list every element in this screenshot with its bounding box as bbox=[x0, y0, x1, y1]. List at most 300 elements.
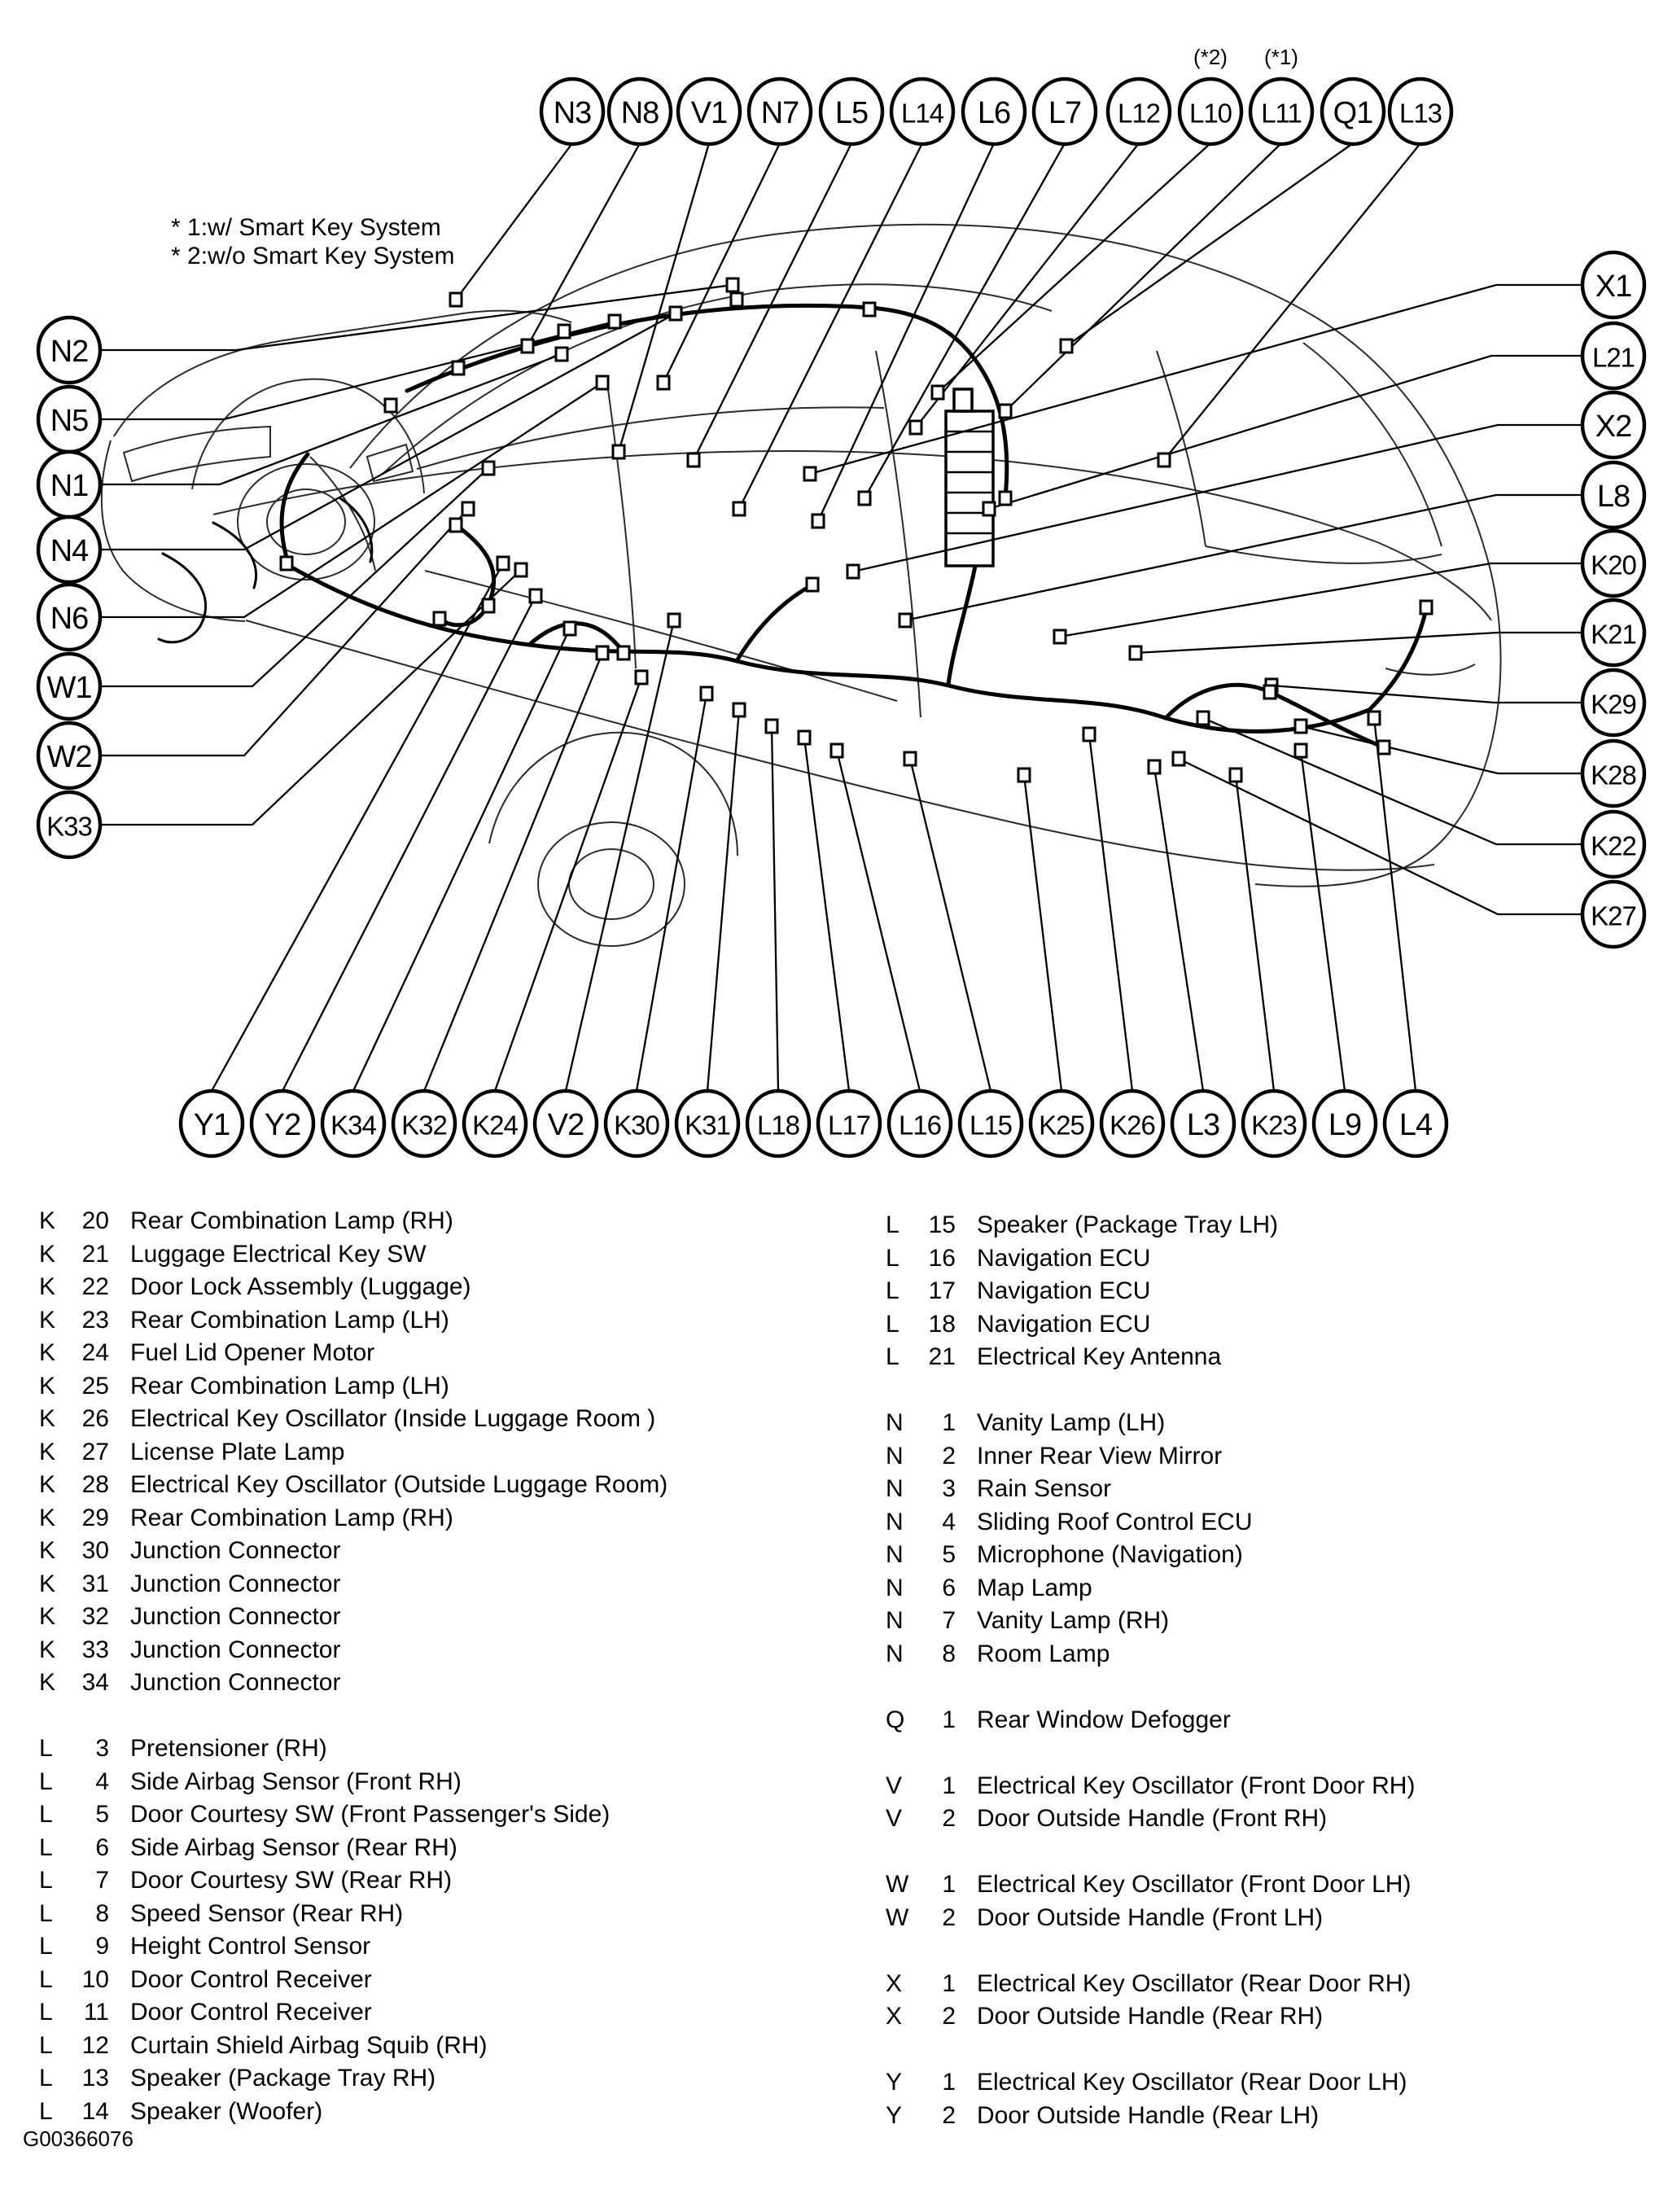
leader-line bbox=[663, 143, 780, 383]
leader-line bbox=[1005, 143, 1281, 411]
callout-label: K33 bbox=[46, 811, 92, 842]
legend-code bbox=[886, 1506, 956, 1540]
legend-code-letter: L bbox=[39, 2097, 53, 2125]
legend-row bbox=[886, 1605, 1415, 1638]
connector-icon bbox=[483, 599, 494, 612]
leader-line bbox=[989, 356, 1582, 509]
legend-label: Navigation ECU bbox=[977, 1310, 1151, 1338]
legend-code-number: 6 bbox=[95, 1833, 109, 1861]
legend-row bbox=[39, 1864, 667, 1898]
legend-code-number: 21 bbox=[928, 1343, 956, 1370]
callout-label: L6 bbox=[977, 96, 1011, 130]
callout-label: W1 bbox=[46, 671, 92, 705]
callout-N2 bbox=[38, 318, 100, 383]
legend-code bbox=[886, 1605, 956, 1638]
leader-line bbox=[707, 710, 739, 1091]
callout-K29 bbox=[1582, 670, 1644, 735]
legend-code bbox=[39, 1370, 109, 1404]
legend-code-letter: L bbox=[39, 1767, 53, 1795]
legend-code-letter: L bbox=[39, 2031, 53, 2059]
note-smart-key-1: * 1:w/ Smart Key System bbox=[171, 214, 441, 241]
callout-label: L10 bbox=[1188, 98, 1232, 129]
legend-code-number: 1 bbox=[942, 2069, 956, 2096]
legend-row bbox=[39, 1304, 667, 1338]
legend-label: Electrical Key Antenna bbox=[977, 1343, 1222, 1370]
connector-icon bbox=[1295, 744, 1307, 757]
legend-code bbox=[886, 1242, 956, 1276]
connector-icon bbox=[1264, 686, 1276, 699]
legend-row bbox=[886, 1209, 1415, 1242]
legend-code-number: 13 bbox=[81, 2065, 109, 2092]
callout-K33 bbox=[38, 792, 100, 857]
leader-line bbox=[772, 726, 778, 1091]
callout-label: K28 bbox=[1591, 760, 1636, 791]
connector-icon bbox=[859, 492, 870, 505]
legend-row bbox=[886, 1275, 1415, 1308]
legend-code-letter: L bbox=[886, 1343, 899, 1370]
connector-icon bbox=[1149, 760, 1160, 773]
leader-line bbox=[1066, 143, 1353, 346]
legend-code bbox=[39, 1930, 109, 1964]
leader-line bbox=[1301, 751, 1345, 1091]
leader-line bbox=[1136, 633, 1582, 653]
callout-label: Y2 bbox=[264, 1108, 301, 1142]
legend-code bbox=[39, 2062, 109, 2096]
callout-L18 bbox=[747, 1091, 809, 1156]
legend-code bbox=[39, 1469, 109, 1502]
legend-code-number: 32 bbox=[81, 1603, 109, 1630]
leader-line bbox=[1089, 734, 1132, 1091]
callout-K26 bbox=[1101, 1091, 1163, 1156]
legend-code-number: 11 bbox=[83, 1999, 109, 2026]
callout-L8 bbox=[1582, 462, 1644, 528]
legend-code bbox=[39, 1205, 109, 1238]
legend-code-letter: K bbox=[39, 1339, 56, 1366]
callout-label: K30 bbox=[614, 1110, 659, 1141]
legend-row bbox=[886, 1868, 1415, 1902]
legend-code-letter: X bbox=[886, 1969, 903, 1997]
connector-icon bbox=[483, 462, 494, 475]
legend-label: Rear Combination Lamp (LH) bbox=[130, 1306, 449, 1334]
callout-label: K31 bbox=[685, 1110, 730, 1141]
legend-code-number: 8 bbox=[942, 1640, 956, 1667]
legend-code-letter: N bbox=[886, 1508, 904, 1535]
connector-icon bbox=[701, 687, 712, 700]
callout-K21 bbox=[1582, 600, 1644, 665]
legend-row bbox=[886, 1704, 1415, 1737]
note-smart-key-2: * 2:w/o Smart Key System bbox=[171, 243, 455, 269]
callout-label: L17 bbox=[827, 1110, 871, 1141]
connector-icon bbox=[1061, 339, 1072, 353]
legend-code bbox=[886, 1968, 956, 2001]
connector-icon bbox=[688, 453, 699, 466]
callout-N8 bbox=[609, 79, 671, 144]
callout-label: X2 bbox=[1595, 410, 1632, 444]
callout-K28 bbox=[1582, 741, 1644, 806]
legend-code bbox=[886, 2100, 956, 2133]
legend-code-number: 12 bbox=[81, 2031, 109, 2059]
callout-label: L9 bbox=[1328, 1108, 1362, 1142]
legend-code-number: 2 bbox=[942, 1805, 956, 1832]
legend-code bbox=[886, 1902, 956, 1935]
legend-code-number: 2 bbox=[942, 1903, 956, 1931]
connector-icon bbox=[281, 557, 292, 570]
legend-row bbox=[886, 1473, 1415, 1506]
legend-code-number: 8 bbox=[95, 1899, 109, 1927]
legend-label: Inner Rear View Mirror bbox=[977, 1442, 1223, 1470]
callout-L14 bbox=[891, 79, 953, 144]
leader-line bbox=[1060, 563, 1582, 637]
legend-row bbox=[39, 1798, 667, 1832]
legend-code-number: 7 bbox=[95, 1867, 109, 1894]
legend-code bbox=[886, 1407, 956, 1440]
callout-L13 bbox=[1390, 79, 1451, 144]
legend-row bbox=[39, 2062, 667, 2096]
callout-X2 bbox=[1582, 392, 1644, 458]
legend-code bbox=[39, 2096, 109, 2129]
legend-row bbox=[39, 1370, 667, 1404]
connector-icon bbox=[530, 589, 541, 602]
connector-icon bbox=[1130, 646, 1141, 659]
leader-line bbox=[1164, 143, 1420, 460]
callout-label: K32 bbox=[401, 1110, 447, 1141]
connector-icon bbox=[831, 744, 843, 757]
callout-label: L7 bbox=[1048, 96, 1082, 130]
callout-K20 bbox=[1582, 531, 1644, 596]
legend-label: Luggage Electrical Key SW bbox=[130, 1240, 427, 1268]
legend-row bbox=[886, 1638, 1415, 1671]
legend-code-number: 25 bbox=[81, 1372, 109, 1399]
leader-line bbox=[905, 495, 1582, 620]
legend-group bbox=[886, 1704, 1415, 1737]
legend-code-letter: N bbox=[886, 1640, 904, 1667]
callout-label: L16 bbox=[898, 1110, 942, 1141]
callout-label: L11 bbox=[1261, 98, 1302, 129]
callout-label: N4 bbox=[50, 534, 89, 568]
legend-label: Junction Connector bbox=[130, 1669, 341, 1696]
connector-icon bbox=[597, 376, 608, 389]
legend-code-letter: N bbox=[886, 1475, 904, 1502]
connector-icon bbox=[450, 519, 462, 532]
legend-code-letter: K bbox=[39, 1438, 56, 1465]
legend-code-letter: K bbox=[39, 1570, 56, 1597]
legend-code-number: 28 bbox=[81, 1471, 109, 1498]
connector-icon bbox=[812, 515, 824, 528]
legend-code bbox=[39, 1898, 109, 1931]
legend-code-number: 22 bbox=[81, 1273, 109, 1300]
connector-markers bbox=[281, 278, 1432, 782]
legend-code-number: 4 bbox=[942, 1508, 956, 1535]
legend-code-number: 15 bbox=[928, 1211, 956, 1238]
callout-superscript: (*1) bbox=[1264, 45, 1298, 69]
legend-row bbox=[39, 1205, 667, 1238]
legend-label: Electrical Key Oscillator (Outside Luggage Room) bbox=[130, 1471, 668, 1498]
legend-code-letter: W bbox=[886, 1871, 909, 1898]
legend-code bbox=[886, 1440, 956, 1474]
callout-label: V1 bbox=[690, 96, 728, 130]
connector-icon bbox=[515, 563, 527, 576]
legend-group bbox=[886, 2066, 1415, 2132]
legend-code-number: 31 bbox=[81, 1570, 109, 1597]
legend-label: Rear Combination Lamp (RH) bbox=[130, 1207, 453, 1234]
leader-line bbox=[1154, 767, 1203, 1091]
legend-code-number: 26 bbox=[81, 1405, 109, 1432]
legend-code-letter: L bbox=[39, 1999, 53, 2026]
legend-group bbox=[39, 1205, 667, 1700]
callout-label: K24 bbox=[472, 1110, 518, 1141]
callout-label: K26 bbox=[1110, 1110, 1155, 1141]
legend-code bbox=[39, 1502, 109, 1535]
legend-label: Fuel Lid Opener Motor bbox=[130, 1339, 375, 1366]
connector-icon bbox=[497, 557, 509, 570]
legend-code bbox=[886, 1572, 956, 1605]
legend-label: Door Outside Handle (Front RH) bbox=[977, 1805, 1328, 1832]
connector-icon bbox=[462, 502, 474, 515]
legend-code bbox=[886, 2000, 956, 2034]
legend-code bbox=[39, 1568, 109, 1601]
legend-row bbox=[886, 1308, 1415, 1342]
callout-label: N7 bbox=[760, 96, 799, 130]
callout-label: L18 bbox=[756, 1110, 800, 1141]
legend-code-number: 33 bbox=[81, 1636, 109, 1663]
callout-label: V2 bbox=[547, 1108, 584, 1142]
legend-code-number: 27 bbox=[81, 1438, 109, 1465]
legend-code-number: 23 bbox=[81, 1306, 109, 1334]
legend-label: Electrical Key Oscillator (Rear Door LH) bbox=[977, 2069, 1407, 2096]
legend-row bbox=[39, 1337, 667, 1370]
connector-icon bbox=[1158, 453, 1170, 466]
legend-code-letter: K bbox=[39, 1273, 56, 1300]
legend-label: Rain Sensor bbox=[977, 1475, 1112, 1502]
callout-L5 bbox=[821, 79, 882, 144]
legend-code-letter: K bbox=[39, 1405, 56, 1432]
connector-icon bbox=[1173, 752, 1184, 765]
leader-line bbox=[837, 751, 920, 1091]
callout-L16 bbox=[889, 1091, 951, 1156]
legend-code-letter: L bbox=[39, 1933, 53, 1960]
legend-row bbox=[886, 1968, 1415, 2001]
legend-code bbox=[39, 1864, 109, 1898]
legend-code-letter: K bbox=[39, 1306, 56, 1334]
legend-code-letter: N bbox=[886, 1541, 904, 1568]
connector-icon bbox=[613, 445, 624, 458]
callout-L17 bbox=[818, 1091, 880, 1156]
callout-label: W2 bbox=[46, 740, 92, 774]
legend-code bbox=[39, 1601, 109, 1634]
legend-label: Speed Sensor (Rear RH) bbox=[130, 1899, 404, 1927]
legend-label: Rear Window Defogger bbox=[977, 1706, 1231, 1733]
legend-code bbox=[39, 1238, 109, 1272]
legend-code bbox=[39, 2030, 109, 2063]
legend-left-column bbox=[39, 1205, 667, 2128]
callout-K22 bbox=[1582, 812, 1644, 877]
legend-code-letter: L bbox=[39, 1833, 53, 1861]
callout-K27 bbox=[1582, 882, 1644, 947]
callout-label: K34 bbox=[330, 1110, 376, 1141]
legend-code-number: 34 bbox=[81, 1669, 109, 1696]
legend-code bbox=[39, 1436, 109, 1470]
legend-code-letter: L bbox=[886, 1310, 899, 1338]
legend-label: Door Control Receiver bbox=[130, 1999, 372, 2026]
leader-line bbox=[804, 738, 849, 1091]
callout-Y2 bbox=[252, 1091, 313, 1156]
connector-icon bbox=[804, 467, 816, 480]
callout-label: L3 bbox=[1186, 1108, 1220, 1142]
connector-icon bbox=[434, 612, 445, 625]
callout-K30 bbox=[606, 1091, 667, 1156]
legend-code bbox=[39, 1634, 109, 1667]
legend-code-letter: K bbox=[39, 1471, 56, 1498]
callout-label: K23 bbox=[1251, 1110, 1297, 1141]
leader-line bbox=[527, 143, 640, 346]
leader-line bbox=[424, 653, 602, 1091]
callout-W2 bbox=[38, 723, 100, 788]
callout-V1 bbox=[678, 79, 740, 144]
legend-row bbox=[39, 1634, 667, 1667]
legend-code-letter: K bbox=[39, 1603, 56, 1630]
legend-label: Sliding Roof Control ECU bbox=[977, 1508, 1253, 1535]
legend-code-number: 2 bbox=[942, 1442, 956, 1470]
connector-icon bbox=[1230, 769, 1241, 782]
legend-row bbox=[886, 1539, 1415, 1572]
legend-code-number: 29 bbox=[81, 1504, 109, 1531]
legend-code-number: 6 bbox=[942, 1574, 956, 1601]
legend-code-number: 20 bbox=[81, 1207, 109, 1234]
legend-label: Door Control Receiver bbox=[130, 1965, 372, 1993]
legend-label: Navigation ECU bbox=[977, 1244, 1151, 1272]
legend-code bbox=[886, 1473, 956, 1506]
callout-N7 bbox=[749, 79, 811, 144]
legend-label: Door Courtesy SW (Front Passenger's Side) bbox=[130, 1801, 611, 1828]
legend-row bbox=[39, 1766, 667, 1799]
legend-code-letter: K bbox=[39, 1669, 56, 1696]
connector-icon bbox=[450, 293, 462, 306]
legend-label: Pretensioner (RH) bbox=[130, 1735, 327, 1762]
legend-code bbox=[39, 1766, 109, 1799]
connector-icon bbox=[453, 361, 464, 375]
legend-group bbox=[39, 1732, 667, 2128]
legend-code bbox=[39, 1535, 109, 1568]
legend-row bbox=[39, 1930, 667, 1964]
connector-icon bbox=[1368, 712, 1380, 725]
callout-label: K27 bbox=[1591, 900, 1636, 931]
callout-label: L5 bbox=[834, 96, 869, 130]
connector-icon bbox=[558, 325, 570, 338]
legend-code-letter: L bbox=[39, 1735, 53, 1762]
legend-label: Door Outside Handle (Rear LH) bbox=[977, 2101, 1320, 2129]
connector-icon bbox=[1083, 728, 1095, 741]
legend-code-letter: V bbox=[886, 1772, 903, 1799]
legend-row bbox=[39, 1436, 667, 1470]
legend-code bbox=[886, 1638, 956, 1671]
legend-code-letter: V bbox=[886, 1805, 903, 1832]
legend-code-number: 18 bbox=[928, 1310, 956, 1338]
connector-icon bbox=[618, 646, 629, 659]
legend-row bbox=[39, 2096, 667, 2129]
connector-icon bbox=[727, 278, 738, 291]
legend-row bbox=[39, 1898, 667, 1931]
legend-code-letter: Y bbox=[886, 2069, 903, 2096]
legend-label: Junction Connector bbox=[130, 1537, 341, 1564]
legend-code-number: 14 bbox=[81, 2097, 109, 2125]
legend-code-number: 4 bbox=[95, 1767, 109, 1795]
smart-key-notes bbox=[171, 213, 454, 270]
legend-label: Electrical Key Oscillator (Rear Door RH) bbox=[977, 1969, 1412, 1997]
connector-icon bbox=[904, 752, 916, 765]
callout-L9 bbox=[1314, 1091, 1376, 1156]
leader-line bbox=[694, 143, 851, 460]
legend-label: Junction Connector bbox=[130, 1570, 341, 1597]
callout-N5 bbox=[38, 387, 100, 452]
legend-code bbox=[886, 1341, 956, 1374]
legend-label: Microphone (Navigation) bbox=[977, 1541, 1243, 1568]
callout-L4 bbox=[1385, 1091, 1447, 1156]
connector-icon bbox=[1000, 492, 1011, 505]
legend-row bbox=[886, 2066, 1415, 2100]
legend-row bbox=[39, 1732, 667, 1766]
legend-code-letter: X bbox=[886, 2003, 903, 2030]
legend-code-number: 1 bbox=[942, 1409, 956, 1436]
leader-line bbox=[100, 285, 733, 350]
legend-row bbox=[39, 1403, 667, 1436]
legend-label: Electrical Key Oscillator (Front Door RH) bbox=[977, 1772, 1416, 1799]
callout-label: L14 bbox=[900, 98, 944, 129]
callout-label: L8 bbox=[1596, 480, 1630, 514]
legend-row bbox=[39, 1667, 667, 1700]
connector-icon bbox=[1000, 405, 1011, 418]
legend-code-letter: K bbox=[39, 1207, 56, 1234]
legend-row bbox=[39, 1996, 667, 2030]
connector-icon bbox=[1197, 712, 1209, 725]
legend-group bbox=[886, 1770, 1415, 1836]
legend-code-letter: Q bbox=[886, 1706, 905, 1733]
leader-line bbox=[100, 383, 602, 617]
legend-row bbox=[886, 1407, 1415, 1440]
callout-label: L12 bbox=[1117, 98, 1161, 129]
connector-icon bbox=[670, 307, 681, 320]
legend-row bbox=[39, 1238, 667, 1272]
legend-code-letter: K bbox=[39, 1240, 56, 1268]
callout-label: K20 bbox=[1591, 550, 1636, 580]
legend-code bbox=[39, 1667, 109, 1700]
connector-icon bbox=[910, 421, 921, 434]
legend-code-letter: K bbox=[39, 1504, 56, 1531]
legend-label: Rear Combination Lamp (RH) bbox=[130, 1504, 453, 1531]
legend-label: Electrical Key Oscillator (Inside Luggage Room ) bbox=[130, 1405, 656, 1432]
leader-line bbox=[100, 570, 521, 825]
callout-label: K29 bbox=[1591, 689, 1636, 720]
legend-code bbox=[39, 1798, 109, 1832]
legend-code-letter: W bbox=[886, 1903, 909, 1931]
leader-line bbox=[100, 468, 488, 686]
legend-code-number: 2 bbox=[942, 2101, 956, 2129]
legend-code bbox=[886, 1868, 956, 1902]
legend-label: Map Lamp bbox=[977, 1574, 1092, 1601]
callout-label: K21 bbox=[1591, 619, 1636, 650]
legend-label: Side Airbag Sensor (Front RH) bbox=[130, 1767, 462, 1795]
legend-row bbox=[886, 1770, 1415, 1803]
legend-code-number: 5 bbox=[95, 1801, 109, 1828]
legend-label: Electrical Key Oscillator (Front Door LH) bbox=[977, 1871, 1412, 1898]
connector-icon bbox=[847, 565, 859, 578]
legend-code bbox=[886, 1308, 956, 1342]
legend-group bbox=[886, 1209, 1415, 1374]
legend-code bbox=[39, 1337, 109, 1370]
legend-code bbox=[886, 2066, 956, 2100]
legend-code-letter: N bbox=[886, 1409, 904, 1436]
legend-code-letter: Y bbox=[886, 2101, 903, 2129]
legend-code-number: 1 bbox=[942, 1969, 956, 1997]
